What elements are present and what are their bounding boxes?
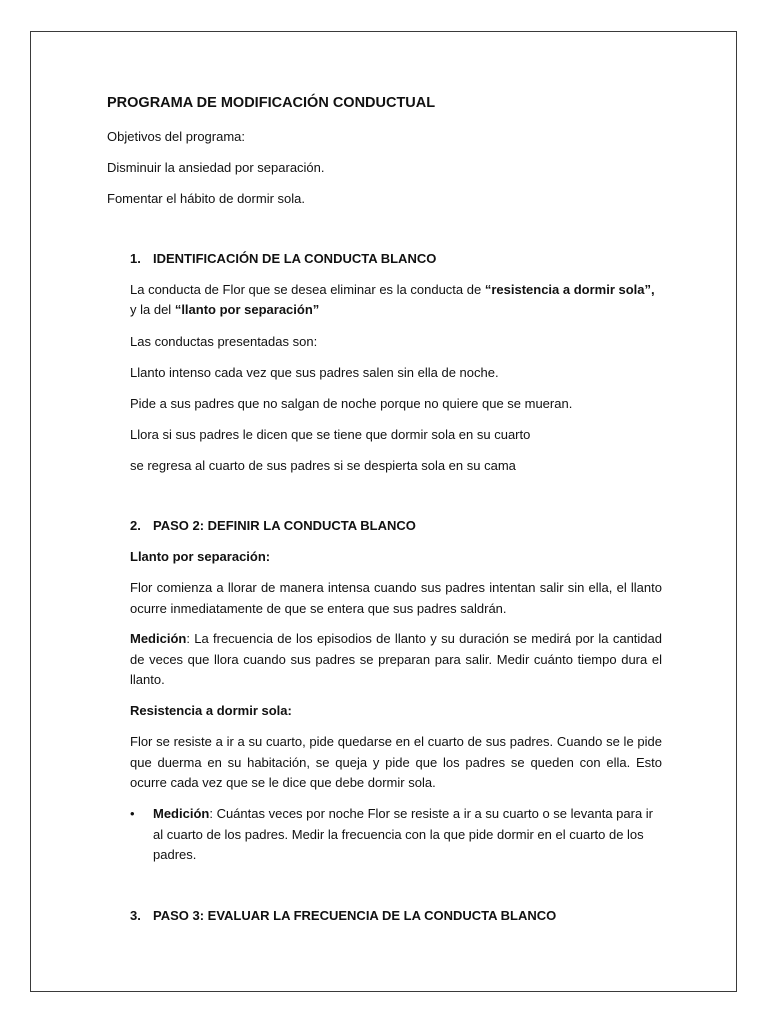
conducts-label: Las conductas presentadas son:: [130, 334, 318, 349]
section-2-number: 2.: [130, 518, 141, 533]
objective-1: Disminuir la ansiedad por separación.: [107, 160, 325, 175]
conduct-item: se regresa al cuarto de sus padres si se despierta sola en su cama: [130, 458, 516, 473]
conduct-item: Llora si sus padres le dicen que se tiene que dormir sola en su cuarto: [130, 427, 531, 442]
section-3-heading: PASO 3: EVALUAR LA FRECUENCIA DE LA CONDUCTA BLANCO: [153, 908, 557, 923]
section-1-intro-line-1: [130, 280, 655, 300]
measurement-text: : La frecuencia de los episodios de llanto y su duración se medirá por la cantidad de veces que llora cuando sus padres se preparan para salir. Medir cuánto tiempo dura el llanto.: [130, 631, 662, 687]
section-1-intro-line-2: [130, 300, 319, 320]
subheading-crying: Llanto por separación:: [130, 549, 271, 564]
resistance-measurement: [153, 804, 662, 866]
section-1-heading: IDENTIFICACIÓN DE LA CONDUCTA BLANCO: [153, 251, 437, 266]
intro-term-crying: “llanto por separación”: [174, 302, 320, 317]
section-2-heading: PASO 2: DEFINIR LA CONDUCTA BLANCO: [153, 518, 416, 533]
document-page: [30, 31, 737, 992]
crying-measurement: [130, 629, 662, 691]
objective-2: Fomentar el hábito de dormir sola.: [107, 191, 305, 206]
resistance-definition: Flor se resiste a ir a su cuarto, pide quedarse en el cuarto de sus padres. Cuando se le pide que duerma en su habitación, se queja y pide que los padres se queden con ella. Esto ocurre cada vez que se le dice que debe dormir sola.: [130, 734, 662, 790]
measurement-label: Medición: [130, 631, 187, 646]
crying-definition: Flor comienza a llorar de manera intensa cuando sus padres intentan salir sin ella, el llanto ocurre inmediatamente de que se entera que sus padres saldrán.: [130, 580, 662, 616]
intro-text-2: y la del: [130, 302, 175, 317]
section-3-number: 3.: [130, 908, 141, 923]
bullet-icon: •: [130, 806, 135, 821]
conduct-item: Llanto intenso cada vez que sus padres salen sin ella de noche.: [130, 365, 499, 380]
conduct-item: Pide a sus padres que no salgan de noche porque no quiere que se mueran.: [130, 396, 573, 411]
document-title: PROGRAMA DE MODIFICACIÓN CONDUCTUAL: [107, 95, 436, 111]
intro-term-resistance: “resistencia a dormir sola”,: [484, 282, 655, 297]
intro-text: La conducta de Flor que se desea eliminar es la conducta de: [130, 282, 485, 297]
objectives-label: Objetivos del programa:: [107, 129, 246, 144]
subheading-resistance: Resistencia a dormir sola:: [130, 703, 292, 718]
section-1-number: 1.: [130, 251, 141, 266]
bullet-measurement-label: Medición: [153, 806, 210, 821]
bullet-measurement-text: : Cuántas veces por noche Flor se resiste a ir a su cuarto o se levanta para ir al cuarto de los padres. Medir la frecuencia con la que pide dormir en el cuarto de los padres.: [153, 806, 654, 862]
